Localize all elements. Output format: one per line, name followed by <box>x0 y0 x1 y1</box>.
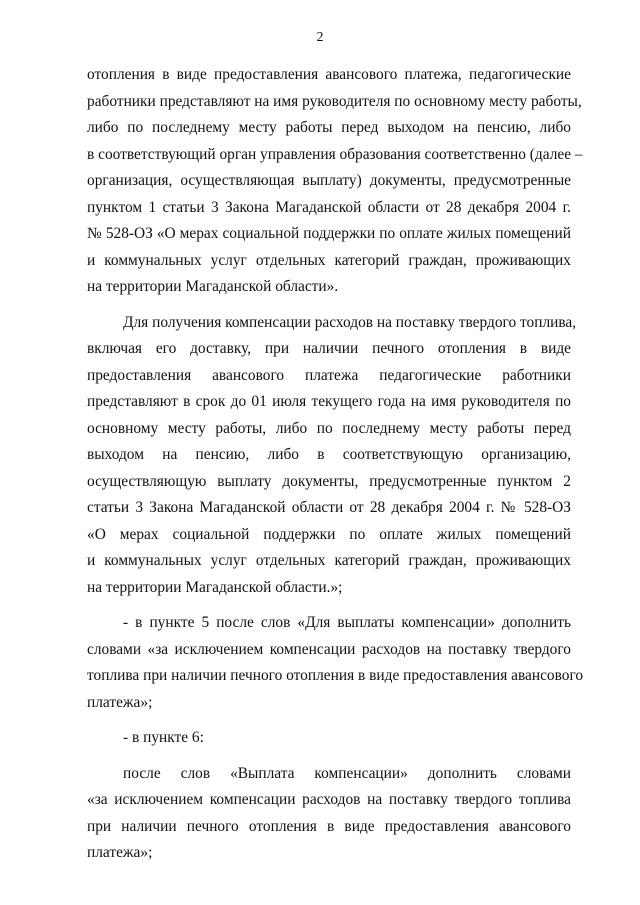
text-line: - в пункте 5 после слов «Для выплаты компенсации» дополнить <box>123 614 571 631</box>
text-line: № 528-ОЗ «О мерах социальной поддержки по оплате жилых помещений <box>87 225 571 242</box>
paragraph-gap <box>87 716 571 725</box>
paragraph-gap <box>87 601 571 610</box>
text-line: статьи 3 Закона Магаданской области от 28 декабря 2004 г. № 528-ОЗ <box>87 499 571 516</box>
text-line: - в пункте 6: <box>123 729 204 746</box>
text-line: либо по последнему месту работы перед выходом на пенсию, либо <box>87 119 571 136</box>
page-number: 2 <box>316 30 324 45</box>
text-line: на территории Магаданской области». <box>87 278 339 295</box>
text-line: и коммунальных услуг отдельных категорий граждан, проживающих <box>87 552 571 569</box>
text-line: представляют в срок до 01 июля текущего года на имя руководителя по <box>87 393 571 410</box>
text-line: выходом на пенсию, либо в соответствующую организацию, <box>87 446 571 463</box>
text-line: осуществляющую выплату документы, предусмотренные пунктом 2 <box>87 472 571 490</box>
document-body <box>87 62 584 867</box>
text-line: пунктом 1 статьи 3 Закона Магаданской области от 28 декабря 2004 г. <box>87 198 571 216</box>
text-line: словами «за исключением компенсации расходов на поставку твердого <box>87 640 571 658</box>
paragraph-1 <box>87 62 583 301</box>
text-line: платежа»; <box>87 693 153 711</box>
text-line: на территории Магаданской области.»; <box>87 578 343 596</box>
paragraph-5 <box>87 761 571 867</box>
text-line: отопления в виде предоставления авансового платежа, педагогические <box>87 66 571 83</box>
paragraph-3 <box>87 610 584 716</box>
paragraph-2 <box>87 310 577 602</box>
text-line: при наличии печного отопления в виде предоставления авансового <box>87 817 571 835</box>
paragraph-4 <box>87 725 571 752</box>
text-line: платежа»; <box>87 844 153 861</box>
paragraph-gap <box>87 752 571 761</box>
text-line: предоставления авансового платежа педагогические работники <box>87 366 571 384</box>
text-line: Для получения компенсации расходов на поставку твердого топлива, <box>123 313 577 331</box>
text-line: «О мерах социальной поддержки по оплате жилых помещений <box>87 525 571 543</box>
paragraph-gap <box>87 301 571 310</box>
text-line: основному месту работы, либо по последнему месту работы перед <box>87 419 571 437</box>
text-line: работники представляют на имя руководителя по основному месту работы, <box>87 92 582 110</box>
text-line: включая его доставку, при наличии печного отопления в виде <box>87 340 571 357</box>
text-line: после слов «Выплата компенсации» дополнить словами <box>123 764 571 782</box>
text-line: «за исключением компенсации расходов на поставку твердого топлива <box>87 791 571 808</box>
text-line: в соответствующий орган управления образования соответственно (далее – <box>87 145 583 163</box>
text-line: топлива при наличии печного отопления в виде предоставления авансового <box>87 667 584 684</box>
text-line: и коммунальных услуг отдельных категорий граждан, проживающих <box>87 251 571 269</box>
text-line: организация, осуществляющая выплату) документы, предусмотренные <box>87 172 571 189</box>
